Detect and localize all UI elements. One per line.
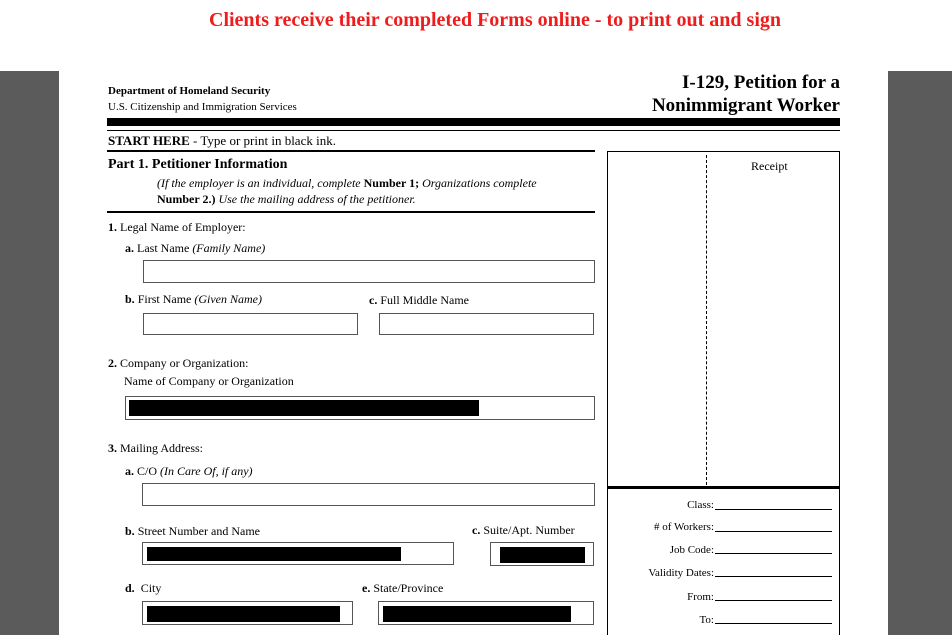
q1-label	[108, 220, 246, 235]
redacted-city	[147, 606, 340, 622]
a-letter: a.	[125, 241, 134, 255]
street-input[interactable]	[142, 542, 454, 565]
receipt-box	[607, 151, 840, 489]
note-e: Use the mailing address of the petitioner.	[215, 192, 416, 206]
city-text: City	[140, 581, 162, 595]
redacted-company-name	[129, 400, 479, 416]
form-title-line2: Nonimmigrant Worker	[651, 95, 840, 116]
state-text: State/Province	[373, 581, 444, 595]
to-line	[715, 623, 832, 624]
part1-title: Part 1. Petitioner Information	[108, 157, 288, 172]
q2-sub-label: Name of Company or Organization	[124, 374, 294, 388]
header-thin-rule	[107, 130, 840, 131]
note-d: Number 2.)	[157, 192, 216, 206]
form-title	[652, 71, 840, 117]
city-letter: d.	[125, 581, 135, 595]
suite-letter: c.	[472, 523, 481, 537]
q2-label	[108, 356, 248, 371]
q2-number: 2.	[108, 356, 117, 370]
header-rule	[107, 118, 840, 126]
redacted-suite	[500, 547, 585, 563]
validity-line	[715, 576, 832, 577]
suite-text: Suite/Apt. Number	[483, 523, 575, 537]
receipt-label: Receipt	[751, 159, 788, 173]
job-code-label: Job Code:	[669, 544, 714, 556]
first-name-input[interactable]	[143, 313, 358, 335]
redacted-street	[147, 547, 401, 561]
q3-number: 3.	[108, 441, 117, 455]
middle-name-text: Full Middle Name	[380, 293, 469, 307]
viewer-margin-right	[888, 71, 952, 635]
co-hint: (In Care Of, if any)	[160, 464, 253, 478]
viewer-margin-left	[0, 71, 59, 635]
suite-input[interactable]	[490, 542, 594, 566]
q3-label	[108, 441, 203, 456]
city-input[interactable]	[142, 601, 353, 625]
start-here-bold: START HERE	[108, 133, 190, 148]
redacted-state	[383, 606, 571, 622]
middle-name-input[interactable]	[379, 313, 594, 335]
c-letter: c.	[369, 293, 378, 307]
agency-name: U.S. Citizenship and Immigration Services	[108, 101, 297, 113]
suite-label	[472, 523, 575, 538]
workers-label: # of Workers:	[653, 521, 714, 533]
last-name-text: Last Name	[137, 241, 193, 255]
class-line	[715, 509, 832, 510]
form-title-line1: I-129, Petition for a	[682, 72, 840, 93]
state-letter: e.	[362, 581, 371, 595]
validity-label: Validity Dates:	[648, 567, 714, 579]
q1-number: 1.	[108, 220, 117, 234]
part1-bottom-rule	[107, 211, 595, 213]
q2-text: Company or Organization:	[120, 356, 249, 370]
department-name: Department of Homeland Security	[108, 85, 271, 97]
street-label	[125, 524, 260, 539]
job-code-line	[715, 553, 832, 554]
note-b: Number 1;	[363, 176, 420, 190]
receipt-divider	[706, 155, 707, 485]
workers-line	[715, 531, 832, 532]
q3-text: Mailing Address:	[120, 441, 203, 455]
form-page	[59, 71, 888, 635]
b-letter: b.	[125, 292, 135, 306]
from-label: From:	[687, 591, 714, 603]
q1-text: Legal Name of Employer:	[120, 220, 246, 234]
part1-note	[157, 175, 537, 207]
to-label: To:	[699, 614, 714, 626]
from-line	[715, 600, 832, 601]
note-a: (If the employer is an individual, complete	[157, 176, 364, 190]
part1-top-rule	[107, 150, 595, 152]
state-input[interactable]	[378, 601, 594, 625]
street-text: Street Number and Name	[137, 524, 260, 538]
street-letter: b.	[125, 524, 135, 538]
class-label: Class:	[687, 499, 714, 511]
state-label	[362, 581, 443, 596]
co-letter: a.	[125, 464, 134, 478]
co-text: C/O	[137, 464, 161, 478]
care-of-input[interactable]	[142, 483, 595, 506]
middle-name-label	[369, 293, 469, 308]
last-name-input[interactable]	[143, 260, 595, 283]
co-label	[125, 464, 253, 479]
banner	[0, 0, 952, 71]
city-label	[125, 581, 161, 596]
start-here	[108, 133, 336, 149]
first-name-label	[125, 292, 262, 307]
company-name-input[interactable]	[125, 396, 595, 420]
start-here-rest: - Type or print in black ink.	[189, 133, 336, 148]
banner-text: Clients receive their completed Forms online - to print out and sign	[209, 9, 781, 31]
last-name-label	[125, 241, 265, 256]
first-name-text: First Name	[137, 292, 195, 306]
first-name-hint: (Given Name)	[194, 292, 262, 306]
last-name-hint: (Family Name)	[192, 241, 266, 255]
note-c: Organizations complete	[419, 176, 537, 190]
